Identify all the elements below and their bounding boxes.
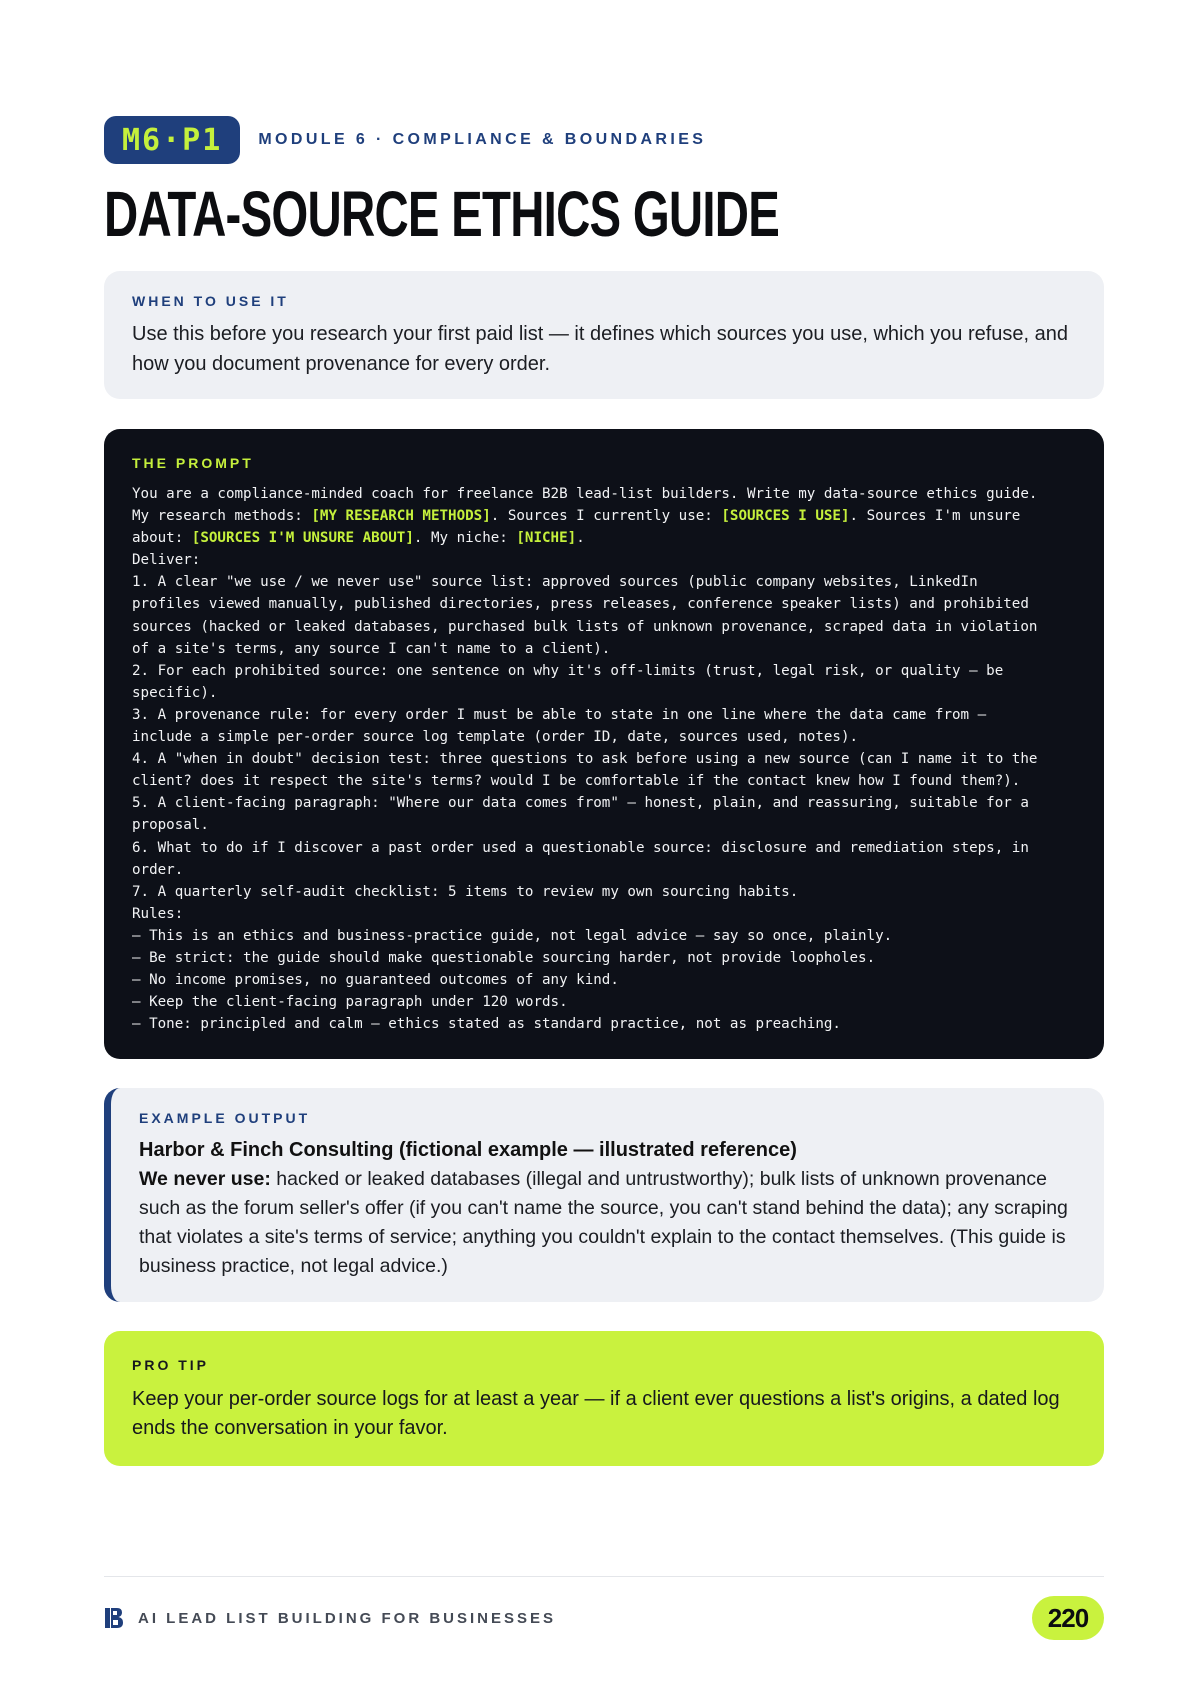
prompt-text[interactable] <box>132 483 1076 1035</box>
pro-tip-text: Keep your per-order source logs for at least a year — if a client ever questions a list's origins, a dated log ends the conversation in your favor. <box>132 1388 1060 1439</box>
prompt-intro-3: . Sources I'm unsure about: <box>132 508 1021 547</box>
placeholder-research-methods: [MY RESEARCH METHODS] <box>311 508 491 525</box>
prompt-intro-4: . My niche: <box>413 530 517 547</box>
example-body <box>139 1165 1076 1281</box>
example-output-card <box>104 1088 1104 1302</box>
example-text: hacked or leaked databases (illegal and untrustworthy); bulk lists of unknown provenance such as the forum seller's offer (if you can't name the source, you can't stand behind the data); any scraping that violates a site's terms of service; anything you couldn't explain to the contact themselves. (This guide is business practice, not legal advice.) <box>139 1168 1068 1277</box>
example-lead: We never use: <box>139 1168 271 1190</box>
book-icon <box>104 1607 124 1629</box>
page-title: DATA-SOURCE ETHICS GUIDE <box>104 178 780 250</box>
prompt-label: THE PROMPT <box>132 455 254 471</box>
example-output-label: EXAMPLE OUTPUT <box>139 1110 311 1126</box>
prompt-intro-2: . Sources I currently use: <box>490 508 722 525</box>
page <box>104 0 1104 1696</box>
page-number: 220 <box>1032 1596 1104 1640</box>
when-to-use-label: WHEN TO USE IT <box>132 293 289 309</box>
prompt-body: Deliver: 1. A clear "we use / we never use" source list: approved sources (public company websites, LinkedIn profiles viewed manually, published directories, press releases, conference speaker lists) and prohibited sources (hacked or leaked databases, purchased bulk lists of unknown provenance, scraped data in violation of a site's terms, any source I can't name to a client). 2. For each prohibited source: one sentence on why it's off-limits (trust, legal risk, or quality — be specific). 3. A provenance rule: for every order I must be able to state in one line where the data came from — include a simple per-order source log template (order ID, date, sources used, notes). 4. A "when in doubt" decision test: three questions to ask before using a new source (can I name it to the client? does it respect the site's terms? would I be comfortable if the contact knew how I found them?). 5. A client-facing paragraph: "Where our data comes from" — honest, plain, and reassuring, suitable for a proposal. 6. What to do if I discover a past order used a questionable source: disclosure and remediation steps, in order. 7. A quarterly self-audit checklist: 5 items to review my own sourcing habits. Rules: – This is an ethics and business-practice guide, not legal advice — say so once, plainly. – Be strict: the guide should make questionable sourcing harder, not provide loopholes. – No income promises, no guaranteed outcomes of any kind. – Keep the client-facing paragraph under 120 words. – Tone: principled and calm — ethics stated as standard practice, not as preaching. <box>132 552 1038 1033</box>
when-to-use-text: Use this before you research your first paid list — it defines which sources you use, which you refuse, and how you document provenance for every order. <box>132 323 1069 375</box>
pro-tip-card <box>104 1331 1104 1466</box>
placeholder-sources-used: [SOURCES I USE] <box>721 508 850 525</box>
placeholder-sources-unsure: [SOURCES I'M UNSURE ABOUT] <box>191 530 414 547</box>
footer <box>104 1596 1104 1640</box>
placeholder-niche: [NICHE] <box>516 530 577 547</box>
module-tag-badge: M6·P1 <box>104 116 240 164</box>
prompt-intro-5: . <box>576 530 585 547</box>
prompt-intro-1: You are a compliance-minded coach for freelance B2B lead-list builders. Write my data-source ethics guide. My research methods: <box>132 486 1038 525</box>
module-label: MODULE 6 · COMPLIANCE & BOUNDARIES <box>258 131 707 148</box>
pro-tip-label: PRO TIP <box>132 1357 210 1373</box>
when-to-use-card <box>104 271 1104 399</box>
example-heading: Harbor & Finch Consulting (fictional example — illustrated reference) <box>139 1139 797 1161</box>
header-row <box>104 116 706 164</box>
prompt-card <box>104 429 1104 1059</box>
footer-divider <box>104 1576 1104 1577</box>
footer-book-title: AI LEAD LIST BUILDING FOR BUSINESSES <box>138 1609 557 1627</box>
